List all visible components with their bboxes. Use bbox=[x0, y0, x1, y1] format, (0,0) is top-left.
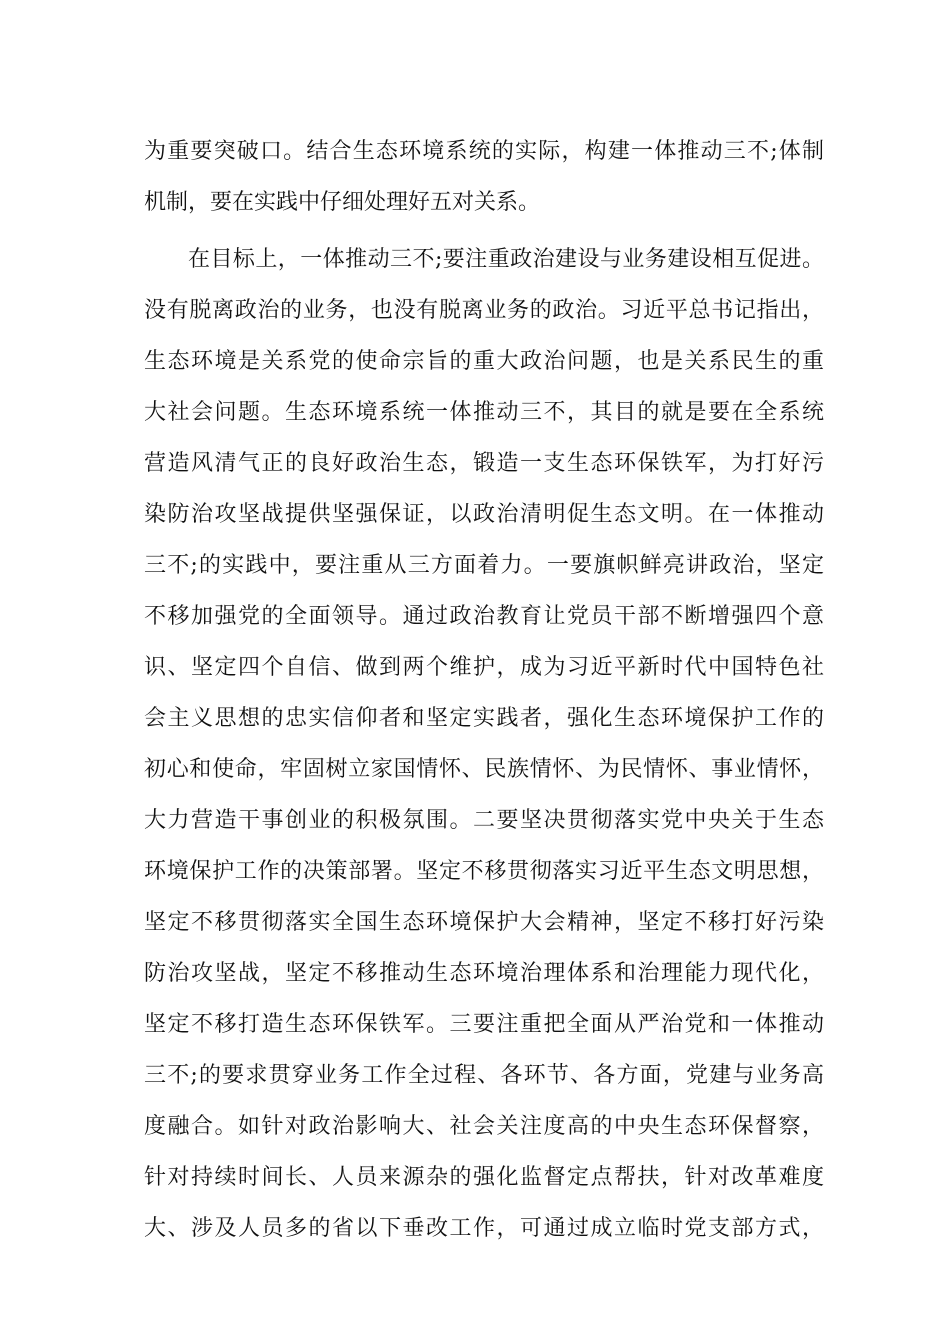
text-line: 在目标上，一体推动三不;要注重政治建设与业务建设相互促进。 bbox=[188, 247, 824, 272]
text-line: 防治攻坚战，坚定不移推动生态环境治理体系和治理能力现代化， bbox=[144, 961, 824, 986]
text-line: 不移加强党的全面领导。通过政治教育让党员干部不断增强四个意 bbox=[144, 604, 824, 629]
text-line: 为重要突破口。结合生态环境系统的实际，构建一体推动三不;体制 bbox=[144, 139, 824, 164]
text-line: 机制，要在实践中仔细处理好五对关系。 bbox=[144, 190, 541, 215]
text-line: 大力营造干事创业的积极氛围。二要坚决贯彻落实党中央关于生态 bbox=[144, 808, 824, 833]
text-line: 染防治攻坚战提供坚强保证，以政治清明促生态文明。在一体推动 bbox=[144, 502, 824, 527]
body-text bbox=[144, 126, 824, 1254]
text-line: 三不;的要求贯穿业务工作全过程、各环节、各方面，党建与业务高 bbox=[144, 1063, 824, 1088]
text-line: 会主义思想的忠实信仰者和坚定实践者，强化生态环境保护工作的 bbox=[144, 706, 824, 731]
text-line: 没有脱离政治的业务，也没有脱离业务的政治。习近平总书记指出， bbox=[144, 298, 824, 323]
text-line: 环境保护工作的决策部署。坚定不移贯彻落实习近平生态文明思想， bbox=[144, 859, 824, 884]
text-line: 大、涉及人员多的省以下垂改工作，可通过成立临时党支部方式， bbox=[144, 1216, 824, 1241]
text-line: 度融合。如针对政治影响大、社会关注度高的中央生态环保督察， bbox=[144, 1114, 824, 1139]
text-line: 三不;的实践中，要注重从三方面着力。一要旗帜鲜亮讲政治，坚定 bbox=[144, 553, 824, 578]
text-line: 初心和使命，牢固树立家国情怀、民族情怀、为民情怀、事业情怀， bbox=[144, 757, 824, 782]
text-line: 生态环境是关系党的使命宗旨的重大政治问题，也是关系民生的重 bbox=[144, 349, 824, 374]
text-line: 坚定不移打造生态环保铁军。三要注重把全面从严治党和一体推动 bbox=[144, 1012, 824, 1037]
text-line: 坚定不移贯彻落实全国生态环境保护大会精神，坚定不移打好污染 bbox=[144, 910, 824, 935]
text-line: 大社会问题。生态环境系统一体推动三不，其目的就是要在全系统 bbox=[144, 400, 824, 425]
text-line: 针对持续时间长、人员来源杂的强化监督定点帮扶，针对改革难度 bbox=[144, 1165, 824, 1190]
text-line: 营造风清气正的良好政治生态，锻造一支生态环保铁军，为打好污 bbox=[144, 451, 824, 476]
text-line: 识、坚定四个自信、做到两个维护，成为习近平新时代中国特色社 bbox=[144, 655, 824, 680]
